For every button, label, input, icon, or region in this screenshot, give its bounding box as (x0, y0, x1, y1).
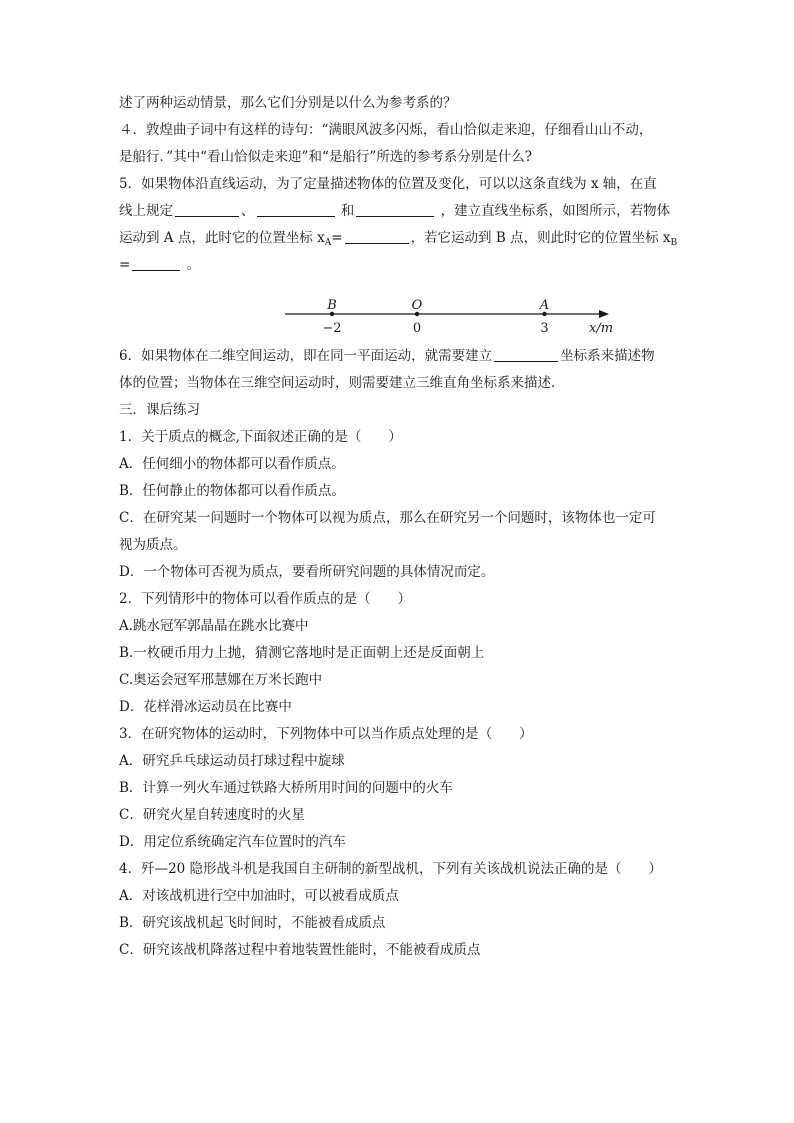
exercise-1-option-c-cont: 视为质点。 (119, 537, 187, 553)
exercise-3-option-b: B．计算一列火车通过铁路大桥所用时间的问题中的火车 (119, 780, 453, 796)
exercise-4-option-a: A．对该战机进行空中加油时，可以被看成质点 (119, 888, 399, 904)
fill-blank[interactable] (345, 229, 409, 244)
question-5-line-1: 5．如果物体沿直线运动，为了定量描述物体的位置及变化，可以以这条直线为 x 轴，在直 (119, 176, 657, 192)
question-4-line-1: ４．敦煌曲子词中有这样的诗句：“满眼风波多闪烁，看山恰似走来迎，仔细看山山不动， (119, 122, 653, 138)
question-4-line-2: 是船行．”其中“看山恰似走来迎”和“是船行”所选的参考系分别是什么? (119, 149, 532, 165)
subscript-b: B (670, 238, 678, 248)
section-heading: 三．课后练习 (119, 402, 200, 418)
question-5-line-3 (119, 225, 679, 252)
point-o-label: O (411, 298, 423, 313)
exercise-2-option-b: B.一枚硬币用力上抛，猜测它落地时是正面朝上还是反面朝上 (119, 645, 485, 661)
text-span: ，建立直线坐标系，如图所示，若物体 (440, 203, 671, 219)
point-b-label: B (327, 298, 337, 313)
text-span: 。 (186, 257, 201, 273)
text-span: = (331, 230, 343, 246)
text-span: 运动到 A 点，此时它的位置坐标 x (119, 230, 325, 246)
question-6-line-2: 体的位置；当物体在三维空间运动时，则需要建立三维直角坐标系来描述． (119, 375, 565, 391)
question-5-line-2 (119, 198, 679, 225)
text-span: 6．如果物体在二维空间运动，即在同一平面运动，就需要建立 (119, 348, 493, 364)
exercise-4-option-b: B．研究该战机起飞时间时，不能被看成质点 (119, 915, 386, 931)
exercise-1-option-d: D．一个物体可否视为质点，要看所研究问题的具体情况而定。 (119, 564, 495, 580)
fill-blank[interactable] (132, 256, 180, 271)
exercise-4-stem: 4．歼—20 隐形战斗机是我国自主研制的新型战机，下列有关该战机说法正确的是（ ） (119, 861, 663, 877)
exercise-4-option-c: C．研究该战机降落过程中着地装置性能时，不能被看成质点 (119, 942, 481, 958)
point-a-label: A (539, 298, 550, 313)
document-body (119, 90, 679, 964)
text-span: = (119, 257, 131, 273)
text-span: 坐标系来描述物 (560, 348, 655, 364)
fill-blank[interactable] (175, 202, 239, 217)
axis-label: x/m (589, 321, 613, 336)
text-span: ，若它运动到 B 点，则此时它的位置坐标 x (410, 230, 671, 246)
exercise-2-option-a: A.跳水冠军郭晶晶在跳水比赛中 (119, 618, 309, 634)
exercise-1-stem: 1．关于质点的概念,下面叙述正确的是（ ） (119, 429, 402, 445)
exercise-2-stem: 2．下列情形中的物体可以看作质点的是（ ） (119, 591, 412, 607)
exercise-3-option-d: D．用定位系统确定汽车位置时的汽车 (119, 834, 346, 850)
question-5-line-4 (119, 252, 679, 279)
exercise-2-option-d: D．花样滑冰运动员在比赛中 (119, 699, 292, 715)
exercise-3-stem: 3．在研究物体的运动时，下列物体中可以当作质点处理的是（ ） (119, 726, 533, 742)
number-line-svg (283, 279, 613, 343)
exercise-2-option-c: C.奥运会冠军邢慧娜在万米长跑中 (119, 672, 323, 688)
fill-blank[interactable] (356, 202, 434, 217)
exercise-1-option-a: A．任何细小的物体都可以看作质点。 (119, 456, 345, 472)
text-span: 、 (241, 203, 255, 219)
text-span: 线上规定 (119, 203, 173, 219)
question-6-line-1 (119, 343, 679, 370)
exercise-1-option-c: C．在研究某一问题时一个物体可以视为质点，那么在研究另一个问题时，该物体也一定可 (119, 510, 656, 526)
tick-label: 3 (540, 321, 549, 336)
exercise-3-option-a: A．研究乒乓球运动员打球过程中旋球 (119, 753, 345, 769)
tick-label: −2 (322, 321, 342, 336)
fill-blank[interactable] (494, 347, 558, 362)
text-span: 和 (340, 203, 355, 219)
subscript-a: A (324, 238, 332, 248)
axis-arrow (599, 310, 609, 318)
text-line: 述了两种运动情景，那么它们分别是以什么为参考系的？ (119, 95, 457, 111)
exercise-3-option-c: C．研究火星自转速度时的火星 (119, 807, 305, 823)
tick-label: 0 (412, 321, 422, 336)
number-line-figure (119, 279, 679, 343)
exercise-1-option-b: B．任何静止的物体都可以看作质点。 (119, 483, 345, 499)
fill-blank[interactable] (257, 202, 335, 217)
